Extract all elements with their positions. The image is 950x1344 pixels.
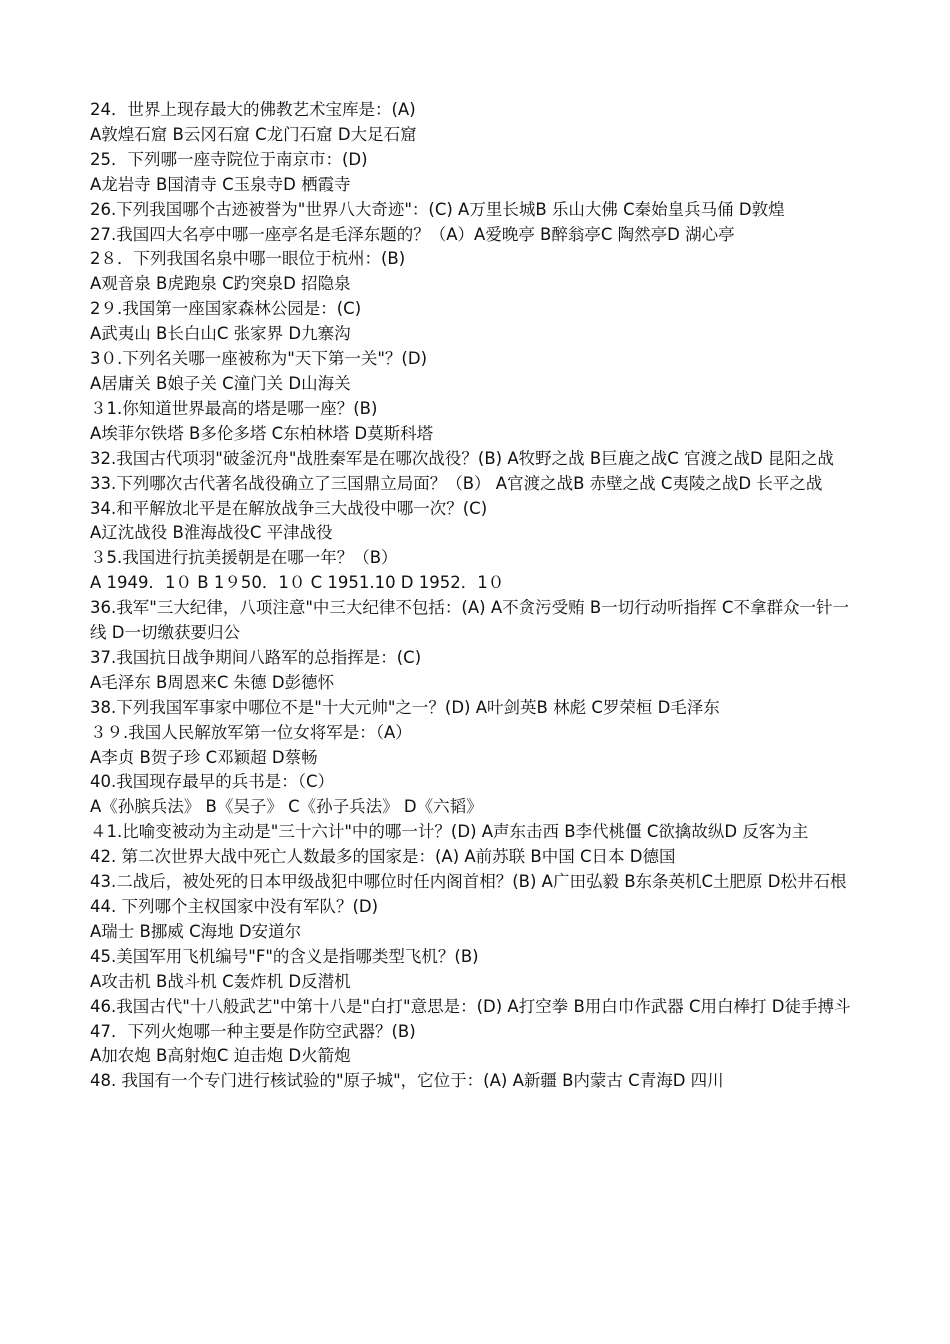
question-39: ３９.我国人民解放军第一位女将军是：（A）: [90, 722, 412, 742]
options-25: A龙岩寺 B国清寺 C玉泉寺D 栖霞寺: [90, 174, 351, 194]
options-31: A埃菲尔铁塔 B多伦多塔 C东柏林塔 D莫斯科塔: [90, 423, 434, 443]
question-29: 2９.我国第一座国家森林公园是：(C): [90, 299, 362, 319]
question-45: 45.美国军用飞机编号"F"的含义是指哪类型飞机？(B): [90, 946, 479, 966]
document-page: [90, 98, 862, 1094]
question-41: ４1.比喻变被动为主动是"三十六计"中的哪一计？(D) A声东击西 B李代桃僵 C欲擒故纵D 反客为主: [90, 822, 809, 842]
question-38: 38.下列我国军事家中哪位不是"十大元帅"之一？(D) A叶剑英B 林彪 C罗荣桓 D毛泽东: [90, 697, 720, 717]
question-24: 24．世界上现存最大的佛教艺术宝库是：(A): [90, 100, 416, 119]
options-39: A李贞 B贺子珍 C邓颖超 D蔡畅: [90, 747, 318, 767]
options-45: A攻击机 B战斗机 C轰炸机 D反潜机: [90, 971, 351, 991]
question-27: 27.我国四大名亭中哪一座亭名是毛泽东题的？（A）A爱晚亭 B醉翁亭C 陶然亭D 湖心亭: [90, 224, 735, 244]
question-47: 47．下列火炮哪一种主要是作防空武器？(B): [90, 1021, 416, 1041]
options-37: A毛泽东 B周恩来C 朱德 D彭德怀: [90, 672, 335, 692]
options-40: A《孙膑兵法》 B《吴子》 C《孙子兵法》 D《六韬》: [90, 797, 483, 817]
question-33: 33.下列哪次古代著名战役确立了三国鼎立局面？（B） A官渡之战B 赤壁之战 C夷陵之战D 长平之战: [90, 473, 823, 493]
question-25: 25．下列哪一座寺院位于南京市：(D): [90, 149, 368, 169]
options-44: A瑞士 B挪威 C海地 D安道尔: [90, 921, 302, 941]
options-47: A加农炮 B高射炮C 迫击炮 D火箭炮: [90, 1046, 351, 1066]
question-31: ３1.你知道世界最高的塔是哪一座？(B): [90, 398, 378, 418]
options-30: A居庸关 B娘子关 C潼门关 D山海关: [90, 373, 351, 393]
question-32: 32.我国古代项羽"破釜沉舟"战胜秦军是在哪次战役？(B) A牧野之战 B巨鹿之战C 官渡之战D 昆阳之战: [90, 448, 834, 468]
question-43: 43.二战后，被处死的日本甲级战犯中哪位时任内阁首相？(B) A广田弘毅 B东条英机C土肥原 D松井石根: [90, 872, 847, 892]
options-28: A观音泉 B虎跑泉 C趵突泉D 招隐泉: [90, 274, 351, 294]
options-34: A辽沈战役 B淮海战役C 平津战役: [90, 523, 333, 543]
question-28: 2８．下列我国名泉中哪一眼位于杭州：(B): [90, 249, 406, 269]
question-44: 44. 下列哪个主权国家中没有军队？(D): [90, 897, 379, 916]
question-30: 3０.下列名关哪一座被称为"天下第一关"？(D): [90, 349, 428, 369]
question-40: 40.我国现存最早的兵书是：（C）: [90, 772, 335, 792]
options-35: A 1949．1０ B 1９50．1０ C 1951.10 D 1952．1０: [90, 573, 505, 593]
question-48: 48. 我国有一个专门进行核试验的"原子城"，它位于：(A) A新疆 B内蒙古 C青海D 四川: [90, 1071, 724, 1091]
question-42: 42. 第二次世界大战中死亡人数最多的国家是：(A) A前苏联 B中国 C日本 D德国: [90, 847, 676, 867]
options-29: A武夷山 B长白山C 张家界 D九寨沟: [90, 324, 351, 344]
options-24: A敦煌石窟 B云冈石窟 C龙门石窟 D大足石窟: [90, 124, 417, 144]
question-37: 37.我国抗日战争期间八路军的总指挥是：(C): [90, 647, 422, 667]
question-46: 46.我国古代"十八般武艺"中第十八是"白打"意思是：(D) A打空拳 B用白巾作武器 C用白棒打 D徒手搏斗: [90, 996, 851, 1016]
question-34: 34.和平解放北平是在解放战争三大战役中哪一次？(C): [90, 498, 488, 518]
question-35: ３5.我国进行抗美援朝是在哪一年？（B）: [90, 548, 398, 568]
question-26: 26.下列我国哪个古迹被誉为"世界八大奇迹"：(C) A万里长城B 乐山大佛 C秦始皇兵马俑 D敦煌: [90, 199, 785, 219]
question-36: 36.我军"三大纪律，八项注意"中三大纪律不包括：(A) A不贪污受贿 B一切行动听指挥 C不拿群众一针一线 D一切缴获要归公: [90, 598, 849, 643]
